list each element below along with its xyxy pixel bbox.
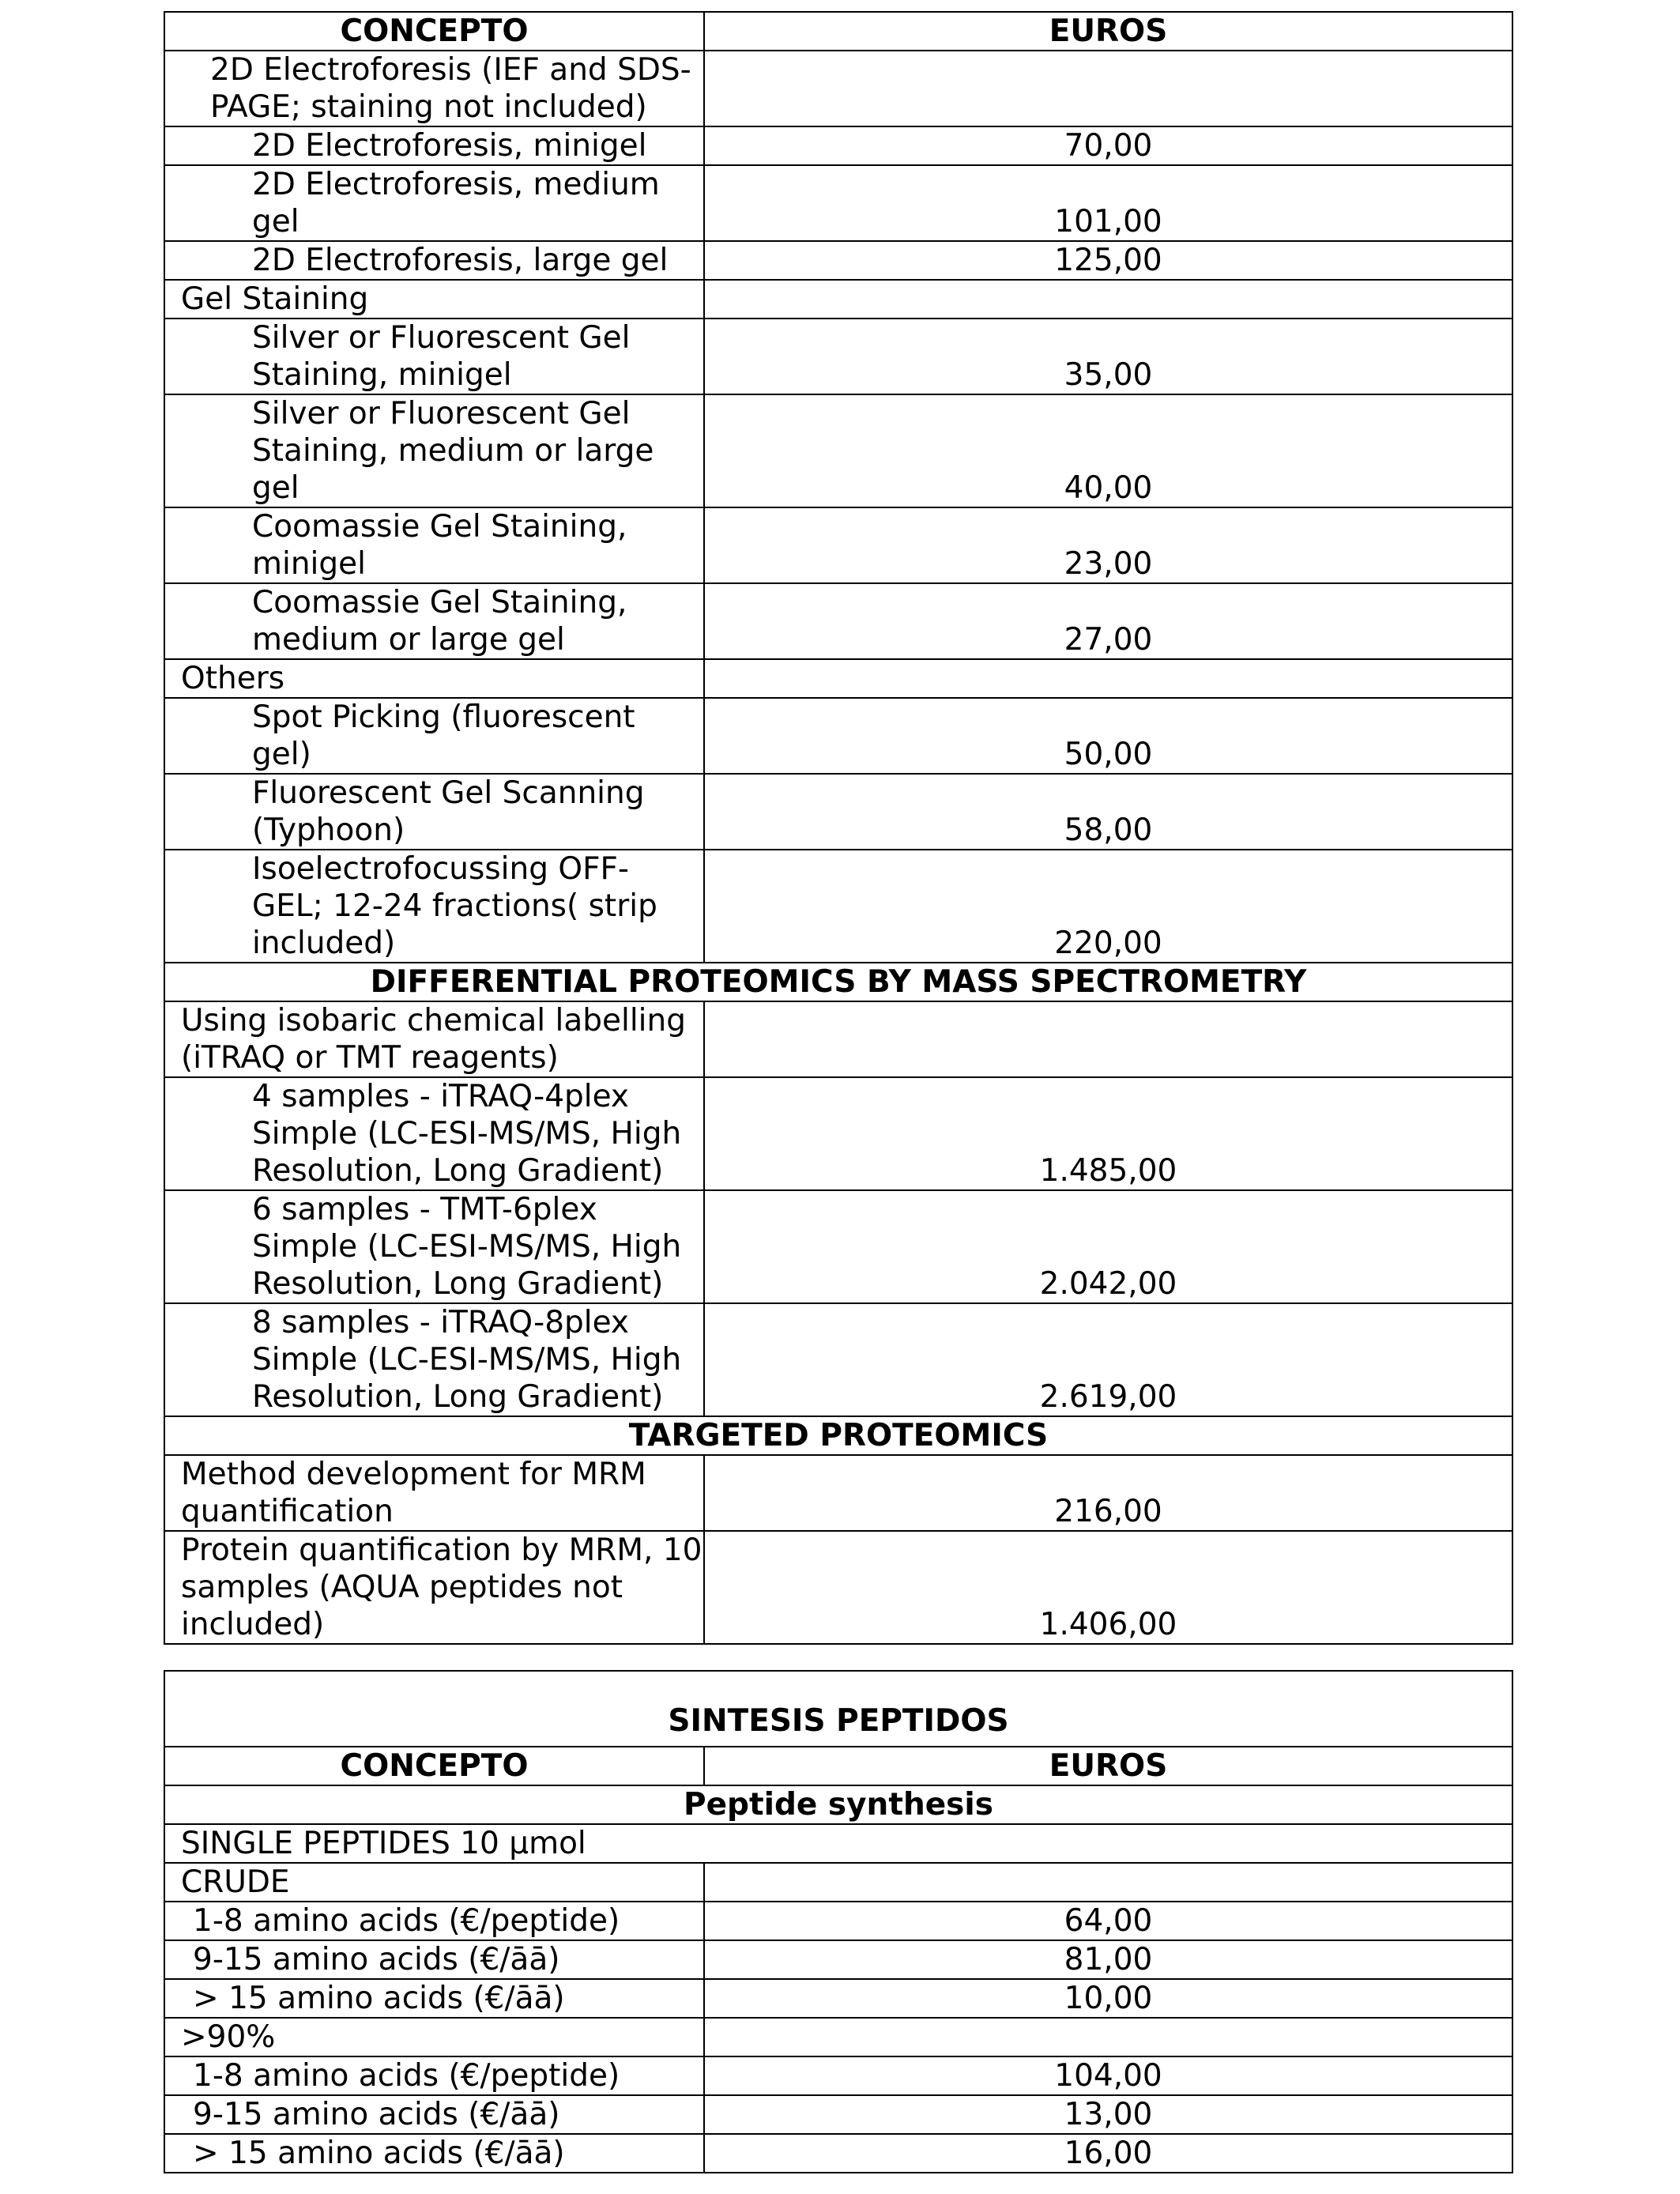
euros-cell: 2.042,00 xyxy=(704,1190,1512,1303)
table-row xyxy=(164,2134,1512,2173)
euros-cell: 23,00 xyxy=(704,507,1512,583)
concept-cell: 6 samples - TMT-6plex Simple (LC-ESI-MS/MS, High Resolution, Long Gradient) xyxy=(164,1190,704,1303)
section-header-row xyxy=(164,1785,1512,1824)
euros-cell: 101,00 xyxy=(704,165,1512,241)
euros-cell: 81,00 xyxy=(704,1940,1512,1979)
table-row xyxy=(164,241,1512,280)
table-row xyxy=(164,319,1512,394)
price-table-peptide-synthesis xyxy=(164,1670,1513,2173)
table-header-row xyxy=(164,1747,1512,1785)
table-row xyxy=(164,2018,1512,2056)
euros-cell: 27,00 xyxy=(704,583,1512,659)
concept-cell: Gel Staining xyxy=(164,280,704,319)
column-header-concepto: CONCEPTO xyxy=(164,12,704,51)
column-header-concepto: CONCEPTO xyxy=(164,1747,704,1785)
table-row xyxy=(164,2056,1512,2095)
table-row xyxy=(164,1863,1512,1902)
euros-cell: 104,00 xyxy=(704,2056,1512,2095)
euros-cell: 1.406,00 xyxy=(704,1531,1512,1644)
concept-cell: Isoelectrofocussing OFF- GEL; 12-24 fractions( strip included) xyxy=(164,850,704,963)
concept-cell: Others xyxy=(164,659,704,698)
concept-cell: Method development for MRM quantification xyxy=(164,1455,704,1531)
euros-cell: 10,00 xyxy=(704,1979,1512,2018)
concept-cell: 2D Electroforesis, minigel xyxy=(164,126,704,165)
euros-cell: 50,00 xyxy=(704,698,1512,774)
euros-cell: 13,00 xyxy=(704,2095,1512,2134)
table-row xyxy=(164,1001,1512,1077)
concept-cell: CRUDE xyxy=(164,1863,704,1902)
concept-cell: 1-8 amino acids (€/peptide) xyxy=(164,1902,704,1940)
concept-cell: 2D Electroforesis, medium gel xyxy=(164,165,704,241)
euros-cell: 220,00 xyxy=(704,850,1512,963)
euros-cell xyxy=(704,280,1512,319)
table-row xyxy=(164,850,1512,963)
table-row xyxy=(164,1077,1512,1190)
table-row xyxy=(164,1531,1512,1644)
table-row xyxy=(164,1979,1512,2018)
section-header-row xyxy=(164,963,1512,1001)
euros-cell xyxy=(704,51,1512,126)
section-title: DIFFERENTIAL PROTEOMICS BY MASS SPECTROMETRY xyxy=(164,963,1512,1001)
table-row xyxy=(164,165,1512,241)
concept-cell: >90% xyxy=(164,2018,704,2056)
euros-cell: 216,00 xyxy=(704,1455,1512,1531)
table-row xyxy=(164,1902,1512,1940)
euros-cell: 16,00 xyxy=(704,2134,1512,2173)
concept-cell: Coomassie Gel Staining, minigel xyxy=(164,507,704,583)
euros-cell xyxy=(704,1001,1512,1077)
concept-cell: > 15 amino acids (€/āā) xyxy=(164,1979,704,2018)
price-table-proteomics xyxy=(164,11,1513,1645)
concept-cell: Silver or Fluorescent Gel Staining, medium or large gel xyxy=(164,394,704,507)
euros-cell: 1.485,00 xyxy=(704,1077,1512,1190)
table-row xyxy=(164,51,1512,126)
concept-cell: 9-15 amino acids (€/āā) xyxy=(164,1940,704,1979)
euros-cell: 125,00 xyxy=(704,241,1512,280)
concept-cell: Using isobaric chemical labelling (iTRAQ or TMT reagents) xyxy=(164,1001,704,1077)
table-row xyxy=(164,774,1512,850)
table-row xyxy=(164,507,1512,583)
concept-cell: Spot Picking (fluorescent gel) xyxy=(164,698,704,774)
concept-cell: Fluorescent Gel Scanning (Typhoon) xyxy=(164,774,704,850)
table-row xyxy=(164,1190,1512,1303)
concept-cell: 9-15 amino acids (€/āā) xyxy=(164,2095,704,2134)
euros-cell xyxy=(704,2018,1512,2056)
concept-cell: 8 samples - iTRAQ-8plex Simple (LC-ESI-MS/MS, High Resolution, Long Gradient) xyxy=(164,1303,704,1416)
table-row xyxy=(164,2095,1512,2134)
table-row xyxy=(164,1303,1512,1416)
table-row xyxy=(164,659,1512,698)
concept-cell: 1-8 amino acids (€/peptide) xyxy=(164,2056,704,2095)
section-header-row xyxy=(164,1416,1512,1455)
column-header-euros: EUROS xyxy=(704,1747,1512,1785)
table-row xyxy=(164,126,1512,165)
table-row xyxy=(164,394,1512,507)
column-header-euros: EUROS xyxy=(704,12,1512,51)
section-title: Peptide synthesis xyxy=(164,1785,1512,1824)
euros-cell: 2.619,00 xyxy=(704,1303,1512,1416)
concept-cell: Protein quantification by MRM, 10 samples (AQUA peptides not included) xyxy=(164,1531,704,1644)
concept-cell: Silver or Fluorescent Gel Staining, minigel xyxy=(164,319,704,394)
table-title: SINTESIS PEPTIDOS xyxy=(164,1671,1512,1747)
table-row xyxy=(164,583,1512,659)
concept-cell: 2D Electroforesis (IEF and SDS- PAGE; staining not included) xyxy=(164,51,704,126)
table-row xyxy=(164,1455,1512,1531)
section-title: TARGETED PROTEOMICS xyxy=(164,1416,1512,1455)
concept-cell: Coomassie Gel Staining, medium or large gel xyxy=(164,583,704,659)
concept-cell: 2D Electroforesis, large gel xyxy=(164,241,704,280)
concept-cell: 4 samples - iTRAQ-4plex Simple (LC-ESI-MS/MS, High Resolution, Long Gradient) xyxy=(164,1077,704,1190)
euros-cell: 64,00 xyxy=(704,1902,1512,1940)
table-row xyxy=(164,1824,1512,1863)
euros-cell: 35,00 xyxy=(704,319,1512,394)
table-row xyxy=(164,1940,1512,1979)
concept-cell: SINGLE PEPTIDES 10 µmol xyxy=(164,1824,1512,1863)
table-row xyxy=(164,280,1512,319)
table-row xyxy=(164,698,1512,774)
table-title-row xyxy=(164,1671,1512,1747)
concept-cell: > 15 amino acids (€/āā) xyxy=(164,2134,704,2173)
euros-cell: 58,00 xyxy=(704,774,1512,850)
euros-cell xyxy=(704,1863,1512,1902)
euros-cell: 40,00 xyxy=(704,394,1512,507)
euros-cell: 70,00 xyxy=(704,126,1512,165)
table-header-row xyxy=(164,12,1512,51)
euros-cell xyxy=(704,659,1512,698)
